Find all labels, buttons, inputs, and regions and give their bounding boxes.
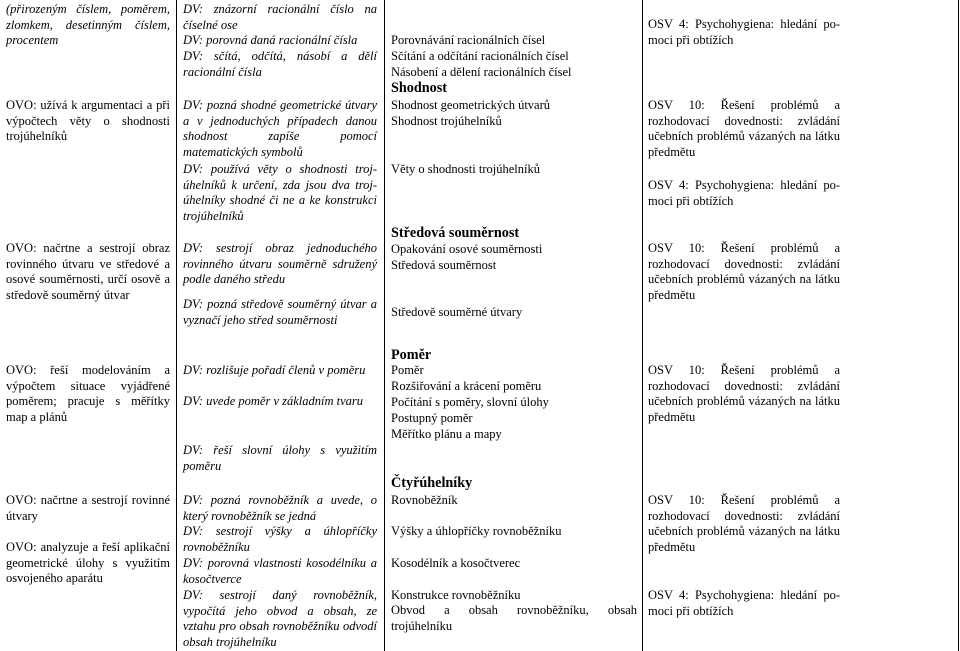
outcome-text: OVO: užívá k argumentaci a při výpočtech věty o shodnosti trojúhelníků [6,98,170,144]
theme-text: OSV 10: Řešení problémů a rozhodovací dovednosti: zvládání učebních problémů vázaných na látku předmětu [648,241,840,302]
subgoal-text: DV: porovná daná racionální čísla [183,33,358,47]
topic-item: Konstrukce rovnoběžníku [391,588,521,602]
topic-item: Středová souměrnost [391,258,497,272]
subgoal-text: DV: pozná shodné geometrické útvary a v jednoduchých případech danou shodnost zapíše pomocí matematických symbolů [183,98,377,159]
theme-text: OSV 4: Psychohygiena: hledání po-moci při obtížích [648,588,840,618]
topic-item: Shodnost geometrických útvarů [391,98,550,112]
outcome-text: OVO: načrtne a sestrojí rovinné útvary [6,493,170,523]
topic-item: Porovnávání racionálních čísel [391,33,546,47]
column-divider-3 [642,0,643,651]
theme-text: OSV 4: Psychohygiena: hledání po-moci při obtížích [648,17,840,47]
subgoal-text: DV: rozlišuje pořadí členů v poměru [183,363,366,377]
subgoal-text: DV: pozná středově souměrný útvar a vyznačí jeho střed souměrnosti [183,297,377,327]
subgoal-text: DV: pozná rovnoběžník a uvede, o který rovnoběžník se jedná [183,493,377,523]
topic-item: Měřítko plánu a mapy [391,427,502,441]
theme-text: OSV 10: Řešení problémů a rozhodovací dovednosti: zvládání učebních problémů vázaných na látku předmětu [648,493,840,554]
topic-heading: Shodnost [391,80,447,96]
subgoal-text: DV: sestrojí obraz jednoduchého rovinného útvaru souměrně sdružený podle daného středu [183,241,377,287]
outcome-text: (přirozeným číslem, poměrem, zlomkem, desetinným číslem, procentem [6,2,170,48]
column-divider-4 [958,0,959,651]
theme-text: OSV 10: Řešení problémů a rozhodovací dovednosti: zvládání učebních problémů vázaných na látku předmětu [648,98,840,159]
topic-item: Násobení a dělení racionálních čísel [391,65,572,79]
topic-heading: Poměr [391,347,432,363]
topic-item: Kosodélník a kosočtverec [391,556,521,570]
theme-text: OSV 4: Psychohygiena: hledání po-moci při obtížích [648,178,840,208]
topic-item: Sčítání a odčítání racionálních čísel [391,49,569,63]
topic-item: Středově souměrné útvary [391,305,523,319]
subgoal-text: DV: porovná vlastnosti kosodélníku a kosočtverce [183,556,377,586]
topic-heading: Čtyřúhelníky [391,475,473,491]
topic-item: Výšky a úhlopříčky rovnoběžníku [391,524,562,538]
subgoal-text: DV: používá věty o shodnosti troj-úhelníků k určení, zda jsou dva troj-úhelníky shodné či ne a ke konstrukci trojúhelníků [183,162,377,223]
subgoal-text: DV: řeší slovní úlohy s využitím poměru [183,443,377,473]
column-divider-2 [384,0,385,651]
topic-item: Věty o shodnosti trojúhelníků [391,162,540,176]
topic-item: Rozšiřování a krácení poměru [391,379,542,393]
outcome-text: OVO: analyzuje a řeší aplikační geometrické úlohy s využitím osvojeného aparátu [6,540,170,586]
topic-item: Počítání s poměry, slovní úlohy [391,395,549,409]
subgoal-text: DV: uvede poměr v základním tvaru [183,394,364,408]
outcome-text: OVO: načrtne a sestrojí obraz rovinného útvaru ve středové a osové souměrnosti, určí osově a středově souměrný útvar [6,241,170,302]
topic-item: Shodnost trojúhelníků [391,114,502,128]
subgoal-text: DV: znázorní racionální číslo na číselné ose [183,2,377,32]
topic-item: Opakování osové souměrnosti [391,242,543,256]
topic-item: Rovnoběžník [391,493,458,507]
subgoal-text: DV: sčítá, odčítá, násobí a dělí racionální čísla [183,49,377,79]
subgoal-text: DV: sestrojí výšky a úhlopříčky rovnoběžníku [183,524,377,554]
outcome-text: OVO: řeší modelováním a výpočtem situace vyjádřené poměrem; pracuje s měřítky map a plánů [6,363,170,424]
topic-item: Postupný poměr [391,411,473,425]
topic-item: Obvod a obsah rovnoběžníku, obsah trojúhelníku [391,603,637,633]
theme-text: OSV 10: Řešení problémů a rozhodovací dovednosti: zvládání učebních problémů vázaných na látku předmětu [648,363,840,424]
topic-item: Poměr [391,363,424,377]
column-divider-1 [176,0,177,651]
subgoal-text: DV: sestrojí daný rovnoběžník, vypočítá jeho obvod a obsah, ze vztahu pro obsah rovnoběžníku odvodí obsah trojúhelníku [183,588,377,649]
topic-heading: Středová souměrnost [391,225,520,241]
